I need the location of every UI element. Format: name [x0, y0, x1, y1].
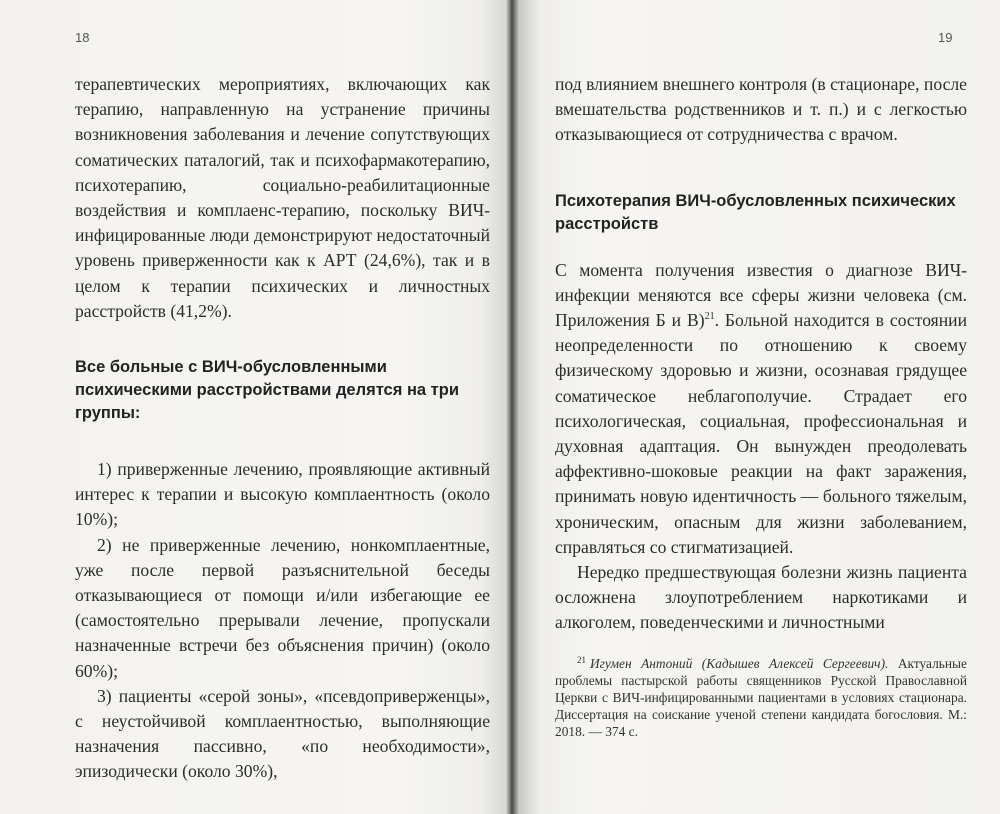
right-page-body [555, 72, 967, 636]
right-paragraph-diagnosis [555, 258, 967, 560]
footnote-author: Игумен Антоний (Кадышев Алексей Сергеевич). [590, 656, 889, 671]
left-paragraph: терапевтических мероприятиях, включающих как терапию, направленную на устранение причины возникновения заболевания и лечение сопутствующих соматических паталогий, так и психофармакотерапию, психотерапию, социально-реабилитационные воздействия и комплаенс-терапию, поскольку ВИЧ-инфицированные люди демонстрируют недостаточный уровень приверженности как к АРТ (24,6%), так и в целом к терапии психических и личностных расстройств (41,2%). [75, 74, 490, 321]
paragraph-text: . Больной находится в состоянии неопределенности по отношению к своему физическому здоровью и жизни, осознавая грядущее соматическое неблагополучие. Страдает его психологическая, социальная, профессиональная и духовная адаптация. Он вынужден преодолевать аффективно-шоковые реакции на факт заражения, принимать новую идентичность — больного тяжелым, хроническим, опасным для жизни заболеванием, справляться со стигматизацией. [555, 310, 967, 557]
list-item: 2) не приверженные лечению, нонкомплаентные, уже после первой разъяснительной беседы отказывающиеся от помощи и/или избегающие ее (самостоятельно прерывали лечение, пропускали назначенные встречи без объяснения причин) (около 60%); [75, 534, 490, 681]
footnote-text: Актуальные проблемы пастырской работы священников Русской Православной Церкви с ВИЧ-инфицированными пациентами в условиях стационара. Диссертация на соискание ученой степени кандидата богословия. М.: 2018. — 374 с. [555, 656, 968, 739]
footnote [555, 655, 967, 740]
section-heading-psychotherapy: Психотерапия ВИЧ-обусловленных психических расстройств [555, 191, 956, 233]
page-number-right: 19 [938, 30, 953, 45]
left-page-body [75, 72, 490, 785]
list-item: 3) пациенты «серой зоны», «псевдоприверженцы», с неустойчивой комплаентностью, выполняющие назначения пассивно, «по необходимости», эпизодически (около 30%), [75, 685, 490, 782]
right-paragraph-history: Нередко предшествующая болезни жизнь пациента осложнена злоупотреблением наркотиками и алкоголем, поведенческими и личностными [555, 562, 967, 633]
section-heading-groups: Все больные с ВИЧ-обусловленными психическими расстройствами делятся на три группы: [75, 358, 459, 423]
footnote-mark: 21 [577, 654, 586, 665]
patient-groups-list [75, 457, 490, 785]
paragraph-text: С момента получения известия о диагнозе ВИЧ-инфекции меняются все сферы жизни человека (см. Приложения Б и В) [555, 259, 967, 331]
right-paragraph-continuation: под влиянием внешнего контроля (в стационаре, после вмешательства родственников и т. п.) и с легкостью отказывающиеся от сотрудничества с врачом. [555, 74, 967, 145]
list-item: 1) приверженные лечению, проявляющие активный интерес к терапии и высокую комплаентность (около 10%); [75, 459, 490, 530]
right-page [515, 0, 1000, 814]
page-number-left: 18 [75, 30, 90, 45]
footnote-reference[interactable]: 21 [704, 311, 715, 323]
